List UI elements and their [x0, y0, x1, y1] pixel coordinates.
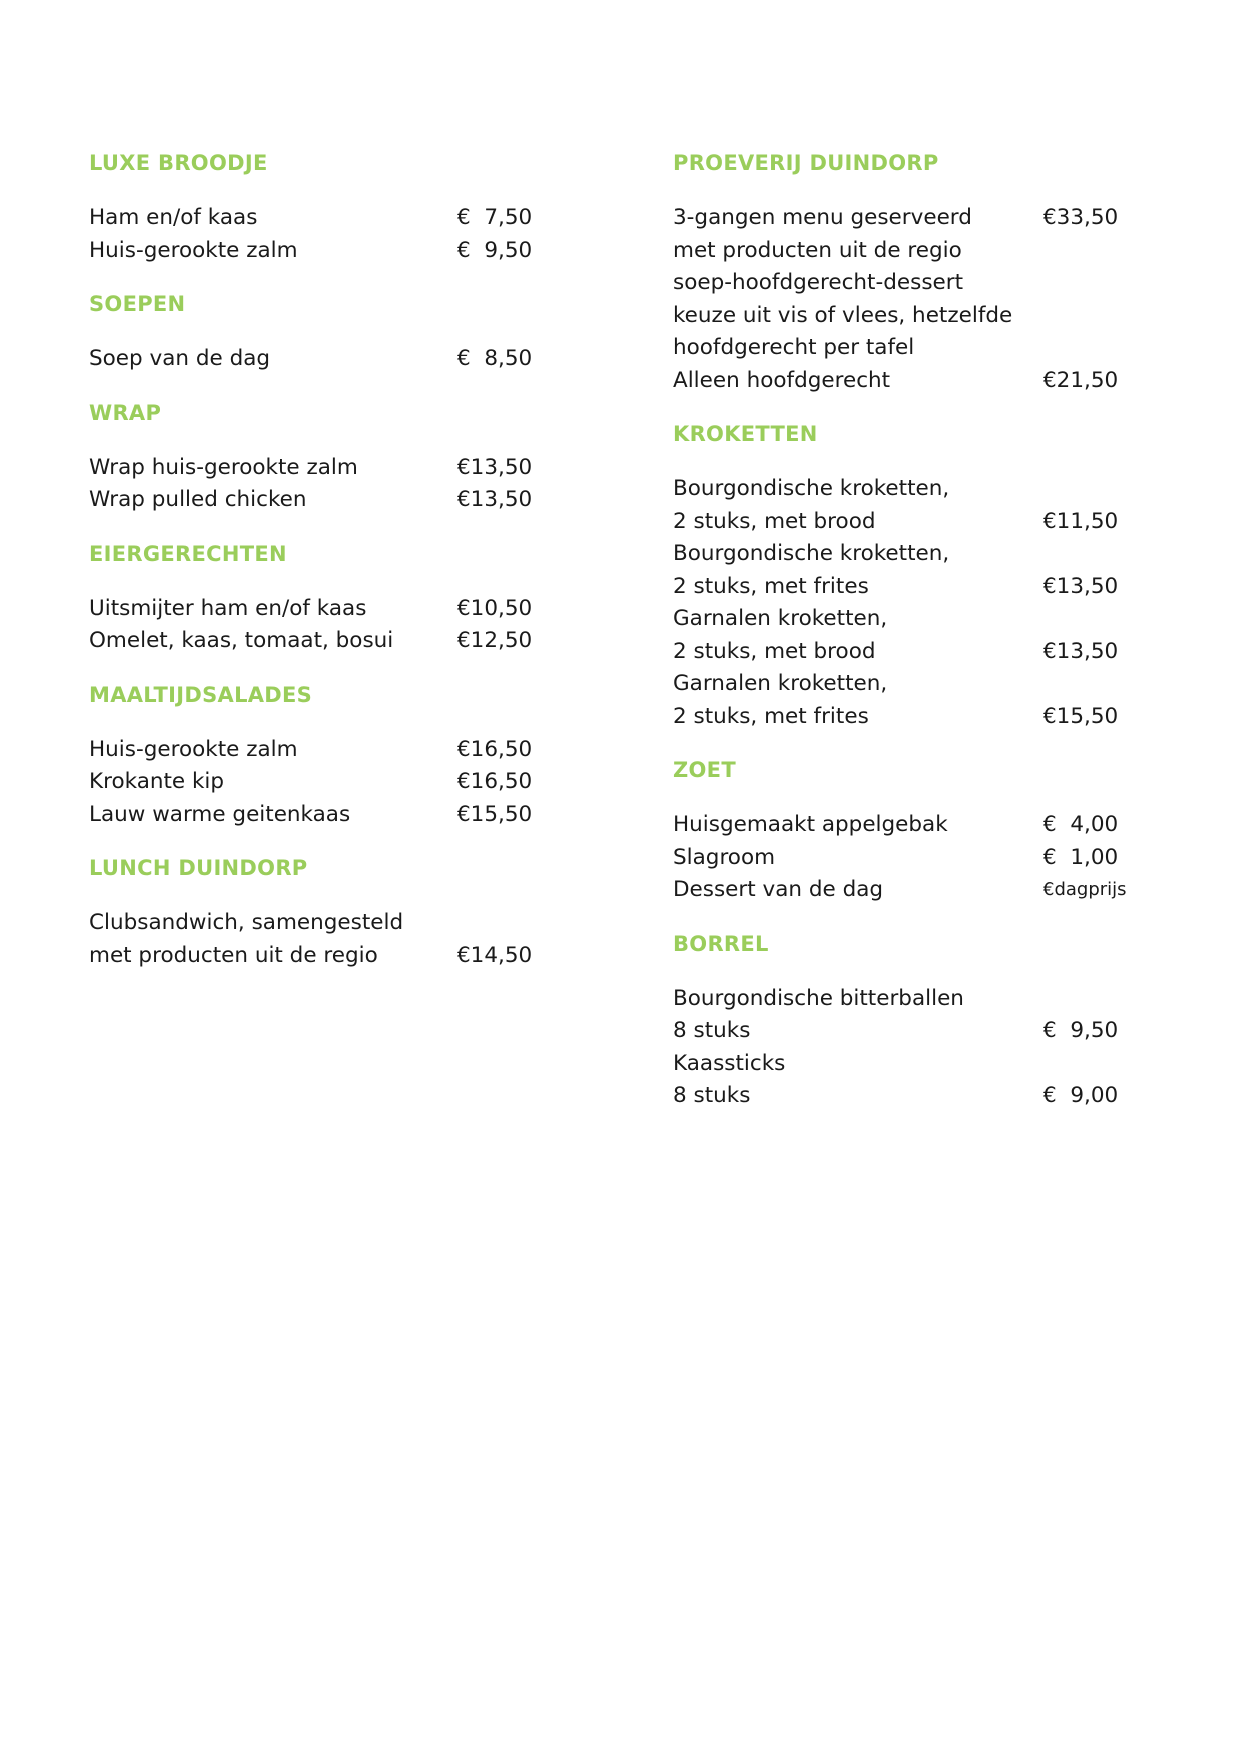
menu-item-list: [89, 202, 539, 267]
section-heading: PROEVERIJ DUINDORP: [673, 151, 939, 175]
menu-item: [673, 1080, 1143, 1113]
section-heading: LUXE BROODJE: [89, 151, 268, 175]
menu-item: [89, 202, 539, 235]
menu-item-name: Lauw warme geitenkaas: [89, 801, 351, 827]
menu-item-name: 2 stuks, met brood: [673, 508, 876, 534]
menu-item-list: [673, 809, 1143, 907]
menu-item-price: € 4,00: [1043, 812, 1119, 837]
section-heading: WRAP: [89, 400, 162, 425]
menu-item-name: Slagroom: [673, 844, 776, 870]
menu-item-price: €33,50: [1043, 205, 1119, 230]
menu-item-price: € 1,00: [1043, 844, 1119, 870]
section-heading: LUNCH DUINDORP: [89, 856, 308, 880]
menu-item: [673, 1015, 1143, 1048]
menu-item-price: €14,50: [457, 942, 533, 968]
menu-item-price: € 9,50: [457, 237, 533, 263]
menu-item-name: keuze uit vis of vlees, hetzelfde: [673, 302, 1013, 328]
menu-section-eiergerechten: [89, 539, 539, 658]
menu-item: [673, 809, 1143, 842]
menu-item-name: Huis-gerookte zalm: [89, 237, 298, 263]
menu-item-price: €10,50: [457, 595, 533, 621]
menu-item: [89, 766, 539, 799]
menu-item: [673, 235, 1143, 268]
menu-item: [673, 701, 1143, 734]
menu-section-proeverij-duindorp: [673, 148, 1143, 397]
menu-item: [89, 235, 539, 268]
menu-item: [89, 593, 539, 626]
menu-item-price: €dagprijs: [1043, 879, 1127, 900]
menu-item-name: soep-hoofdgerecht-dessert: [673, 270, 964, 295]
menu-item: [673, 874, 1143, 907]
menu-item-list: [89, 593, 539, 658]
menu-item: [673, 300, 1143, 333]
menu-item-list: [673, 983, 1143, 1113]
menu-item-name: Krokante kip: [89, 769, 225, 794]
menu-item: [89, 907, 539, 940]
menu-item-name: met producten uit de regio: [673, 237, 962, 263]
menu-item: [673, 668, 1143, 701]
menu-item: [673, 365, 1143, 398]
menu-item-name: 8 stuks: [673, 1083, 751, 1108]
menu-item-name: Alleen hoofdgerecht: [673, 367, 891, 393]
menu-item: [673, 571, 1143, 604]
menu-item-name: Garnalen kroketten,: [673, 606, 888, 631]
menu-item: [673, 332, 1143, 365]
menu-item-price: €13,50: [457, 487, 533, 512]
section-heading: MAALTIJDSALADES: [89, 682, 313, 707]
menu-item-price: €15,50: [1043, 703, 1119, 729]
menu-item-price: € 9,00: [1043, 1083, 1119, 1108]
menu-item-name: 3-gangen menu geserveerd: [673, 205, 972, 230]
section-heading: SOEPEN: [89, 292, 186, 316]
section-heading: ZOET: [673, 758, 736, 782]
menu-item-name: Huis-gerookte zalm: [89, 736, 298, 762]
menu-item-price: €21,50: [1043, 367, 1119, 393]
menu-item: [89, 484, 539, 517]
menu-item-name: Soep van de dag: [89, 346, 271, 371]
menu-item-name: 8 stuks: [673, 1018, 751, 1043]
menu-item-name: Ham en/of kaas: [89, 205, 258, 230]
menu-item-name: Uitsmijter ham en/of kaas: [89, 595, 367, 621]
menu-item: [673, 1048, 1143, 1081]
section-heading: BORREL: [673, 931, 769, 956]
menu-item-name: Clubsandwich, samengesteld: [89, 910, 404, 935]
menu-item-list: [673, 202, 1143, 397]
menu-item-name: Kaassticks: [673, 1050, 786, 1076]
menu-section-kroketten: [673, 419, 1143, 733]
menu-item-price: €13,50: [1043, 573, 1119, 599]
menu-item-name: Huisgemaakt appelgebak: [673, 812, 948, 837]
menu-item-name: Bourgondische kroketten,: [673, 541, 950, 566]
menu-item-name: Wrap huis-gerookte zalm: [89, 454, 358, 480]
menu-item-name: Bourgondische kroketten,: [673, 476, 950, 501]
menu-item: [673, 538, 1143, 571]
menu-item: [89, 799, 539, 832]
menu-item-price: € 7,50: [457, 205, 533, 230]
menu-item-list: [89, 734, 539, 832]
menu-item-price: €16,50: [457, 736, 533, 762]
menu-item-price: €13,50: [1043, 638, 1119, 664]
menu-item-list: [89, 343, 539, 376]
menu-section-lunch-duindorp: [89, 853, 539, 972]
section-heading: EIERGERECHTEN: [89, 541, 287, 566]
menu-item: [89, 343, 539, 376]
menu-item-price: €16,50: [457, 769, 533, 794]
menu-item: [89, 452, 539, 485]
menu-item-price: €15,50: [457, 801, 533, 827]
menu-item: [89, 940, 539, 973]
menu-column-right: [673, 148, 1143, 1113]
menu-item-name: Bourgondische bitterballen: [673, 985, 964, 1011]
menu-item: [673, 636, 1143, 669]
menu-section-luxe-broodje: [89, 148, 539, 267]
menu-item-name: Wrap pulled chicken: [89, 487, 307, 512]
menu-item: [89, 625, 539, 658]
menu-section-borrel: [673, 929, 1143, 1113]
menu-item: [673, 202, 1143, 235]
menu-item-list: [673, 473, 1143, 733]
menu-item-name: 2 stuks, met frites: [673, 703, 869, 729]
menu-item-name: 2 stuks, met brood: [673, 638, 876, 664]
menu-item-price: €11,50: [1043, 508, 1119, 534]
menu-section-wrap: [89, 398, 539, 517]
menu-item: [89, 734, 539, 767]
menu-item: [673, 842, 1143, 875]
menu-section-maaltijdsalades: [89, 680, 539, 832]
menu-item: [673, 267, 1143, 300]
menu-item-name: hoofdgerecht per tafel: [673, 335, 915, 360]
menu-item-name: Dessert van de dag: [673, 877, 884, 902]
menu-item-price: €13,50: [457, 454, 533, 480]
menu-item-price: €12,50: [457, 628, 533, 653]
menu-section-soepen: [89, 289, 539, 376]
menu-item-name: met producten uit de regio: [89, 942, 378, 968]
menu-item-list: [89, 907, 539, 972]
menu-item-name: 2 stuks, met frites: [673, 573, 869, 599]
menu-section-zoet: [673, 755, 1143, 907]
section-heading: KROKETTEN: [673, 422, 818, 446]
menu-column-left: [89, 148, 539, 972]
menu-item: [673, 473, 1143, 506]
menu-item-name: Omelet, kaas, tomaat, bosui: [89, 628, 394, 653]
menu-item: [673, 983, 1143, 1016]
menu-item-list: [89, 452, 539, 517]
menu-item-price: € 9,50: [1043, 1018, 1119, 1043]
menu-item-name: Garnalen kroketten,: [673, 671, 888, 696]
menu-item-price: € 8,50: [457, 346, 533, 371]
menu-item: [673, 506, 1143, 539]
menu-item: [673, 603, 1143, 636]
